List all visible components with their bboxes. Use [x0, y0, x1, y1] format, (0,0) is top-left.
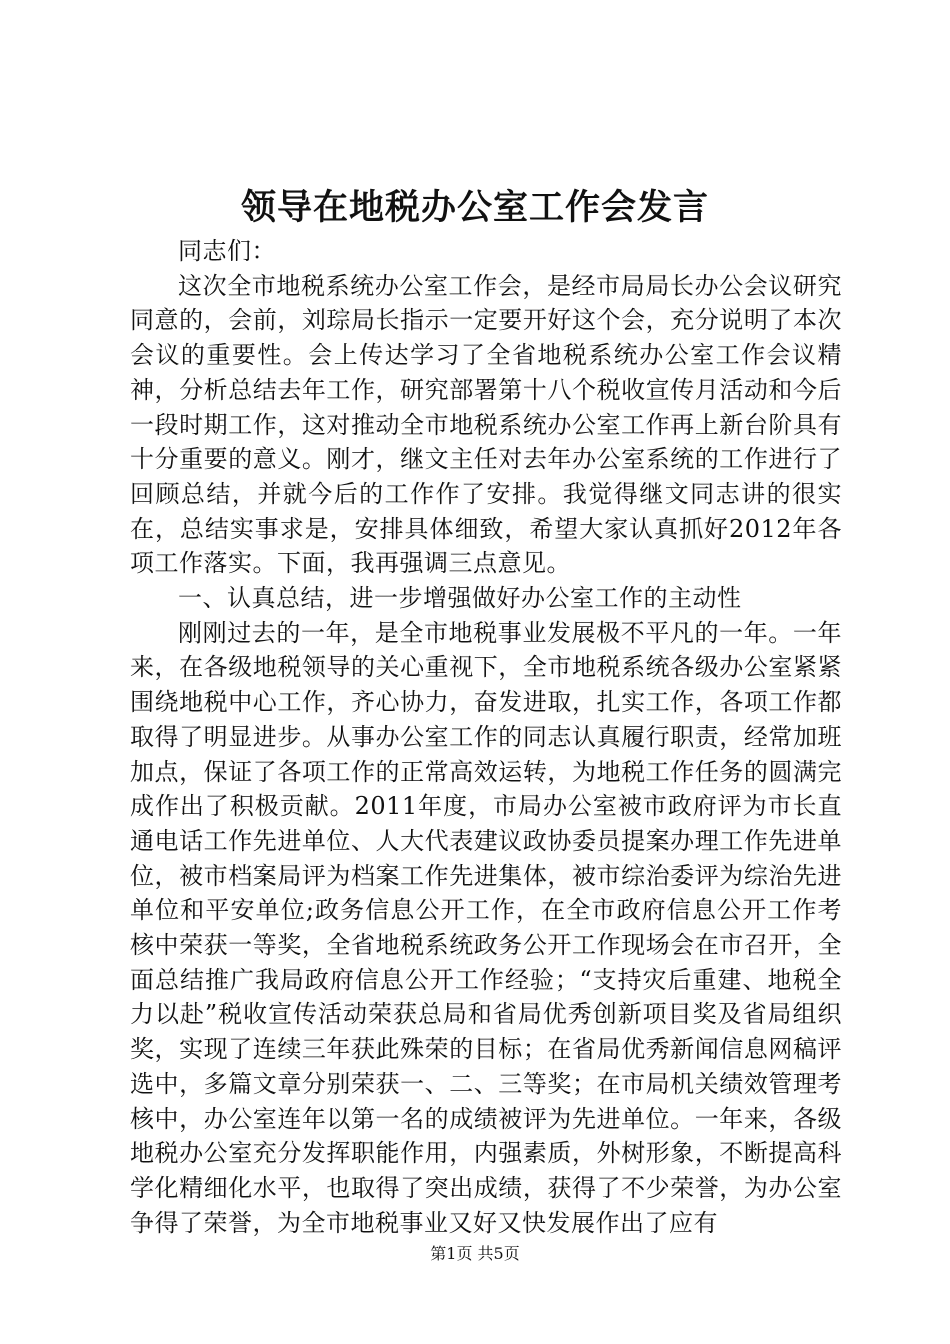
paragraph-review: 刚刚过去的一年，是全市地税事业发展极不平凡的一年。一年来，在各级地税领导的关心重视下，全市地税系统各级办公室紧紧围绕地税中心工作，齐心协力，奋发进取，扎实工作，各项工作都取得了明显进步。从事办公室工作的同志认真履行职责，经常加班加点，保证了各项工作的正常高效运转，为地税工作任务的圆满完成作出了积极贡献。2011年度，市局办公室被市政府评为市长直通电话工作先进单位、人大代表建议政协委员提案办理工作先进单位，被市档案局评为档案工作先进集体，被市综治委评为综治先进单位和平安单位;政务信息公开工作，在全市政府信息公开工作考核中荣获一等奖，全省地税系统政务公开工作现场会在市召开，全面总结推广我局政府信息公开工作经验；“支持灾后重建、地税全力以赴”税收宣传活动荣获总局和省局优秀创新项目奖及省局组织奖，实现了连续三年获此殊荣的目标；在省局优秀新闻信息网稿评选中，多篇文章分别荣获一、二、三等奖；在市局机关绩效管理考核中，办公室连年以第一名的成绩被评为先进单位。一年来，各级地税办公室充分发挥职能作用，内强素质，外树形象，不断提高科学化精细化水平，也取得了突出成绩，获得了不少荣誉，为办公室争得了荣誉，为全市地税事业又好又快发展作出了应有	[130, 618, 842, 1237]
page-number-footer: 第1页 共5页	[430, 1244, 520, 1263]
salutation: 同志们：	[178, 237, 276, 265]
document-title: 领导在地税办公室工作会发言	[240, 187, 709, 228]
paragraph-intro: 这次全市地税系统办公室工作会，是经市局局长办公会议研究同意的，会前，刘琮局长指示一定要开好这个会，充分说明了本次会议的重要性。会上传达学习了全省地税系统办公室工作会议精神，分析总结去年工作，研究部署第十八个税收宣传月活动和今后一段时期工作，这对推动全市地税系统办公室工作再上新台阶具有十分重要的意义。刚才，继文主任对去年办公室系统的工作进行了回顾总结，并就今后的工作作了安排。我觉得继文同志讲的很实在，总结实事求是，安排具体细致，希望大家认真抓好2012年各项工作落实。下面，我再强调三点意见。	[130, 271, 842, 578]
section-heading-1: 一、认真总结，进一步增强做好办公室工作的主动性	[178, 584, 742, 613]
document-body	[130, 234, 842, 1240]
